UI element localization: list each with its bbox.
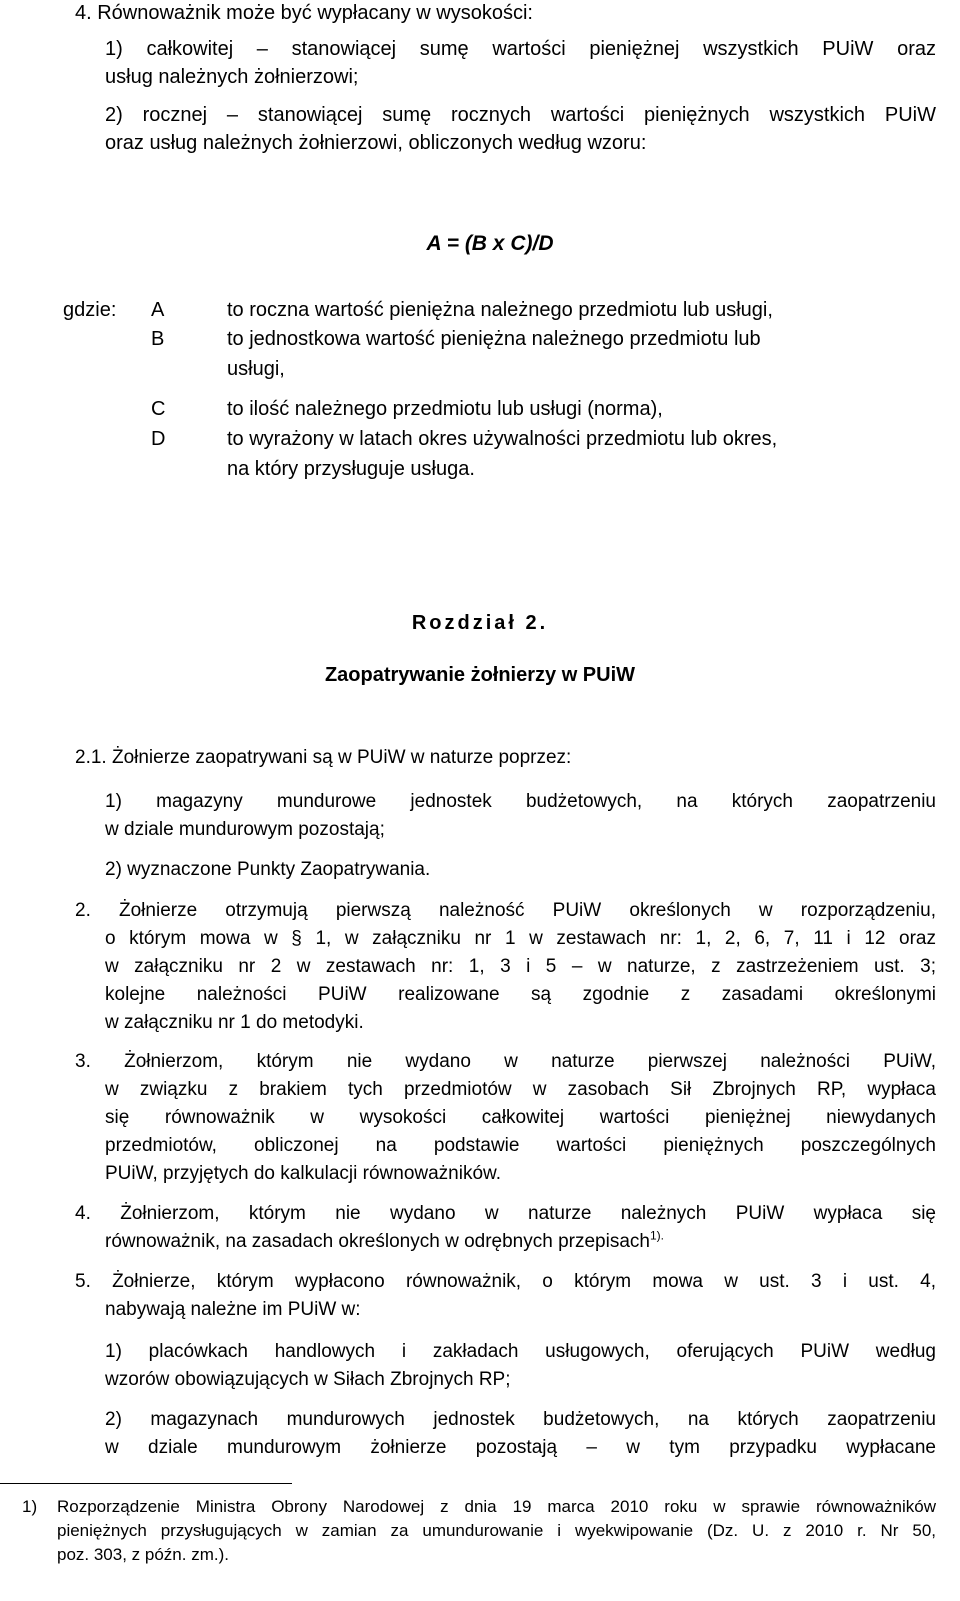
para-5-item2-line2: w dziale mundurowym żołnierze pozostają – w tym przypadku wypłacane [105, 1437, 936, 1458]
legend-symbol-a: A [151, 299, 165, 321]
legend-def-d-cont: na który przysługuje usługa. [227, 458, 475, 480]
para-2-line2: o którym mowa w § 1, w załączniku nr 1 w zestawach nr: 1, 2, 6, 7, 11 i 12 oraz [105, 928, 936, 949]
legend-def-b: to jednostkowa wartość pieniężna należnego przedmiotu lub [227, 328, 761, 350]
para-4-line2 [105, 1228, 960, 1256]
para-3-line3: się równoważnik w wysokości całkowitej wartości pieniężnej niewydanych [105, 1107, 936, 1128]
para-2-1-item2: 2) wyznaczone Punkty Zaopatrywania. [105, 859, 431, 880]
item4-heading: 4. Równoważnik może być wypłacany w wysokości: [75, 2, 533, 24]
footnote-line1: Rozporządzenie Ministra Obrony Narodowej z dnia 19 marca 2010 roku w sprawie równoważników [57, 1497, 936, 1516]
para-3-line1: 3. Żołnierzom, którym nie wydano w naturze pierwszej należności PUiW, [75, 1051, 936, 1072]
para-2-1-item1-line2: w dziale mundurowym pozostają; [105, 819, 385, 840]
para-5-line1: 5. Żołnierze, którym wypłacono równoważnik, o którym mowa w ust. 3 i ust. 4, [75, 1271, 936, 1292]
para-2-line1: 2. Żołnierze otrzymują pierwszą należność PUiW określonych w rozporządzeniu, [75, 900, 936, 921]
footnote-line2: pieniężnych przysługujących w zamian za umundurowanie i wyekwipowanie (Dz. U. z 2010 r. Nr 50, [57, 1521, 936, 1540]
item2-line1: 2) rocznej – stanowiącej sumę rocznych wartości pieniężnych wszystkich PUiW [105, 104, 936, 126]
para-5-item1-line2: wzorów obowiązujących w Siłach Zbrojnych RP; [105, 1369, 511, 1390]
para-2-line5: w załączniku nr 1 do metodyki. [105, 1012, 364, 1033]
para-4-text: równoważnik, na zasadach określonych w odrębnych przepisach [105, 1231, 650, 1252]
para-5-item1-line1: 1) placówkach handlowych i zakładach usługowych, oferujących PUiW według [105, 1341, 936, 1362]
legend-prefix: gdzie: [63, 299, 117, 321]
footnote-mark-text: 1) [22, 1497, 38, 1516]
para-3-line5: PUiW, przyjętych do kalkulacji równoważników. [105, 1163, 501, 1184]
legend-def-d: to wyrażony w latach okres używalności przedmiotu lub okres, [227, 428, 778, 450]
para-2-line3: w załączniku nr 2 w zestawach nr: 1, 3 i 5 – w naturze, z zastrzeżeniem ust. 3; [105, 956, 936, 977]
item1-line1: 1) całkowitej – stanowiącej sumę wartości pieniężnej wszystkich PUiW oraz [105, 38, 936, 60]
formula: A = (B x C)/D [426, 232, 554, 255]
para-2-1: 2.1. Żołnierze zaopatrywani są w PUiW w naturze poprzez: [75, 747, 572, 768]
legend-def-a: to roczna wartość pieniężna należnego przedmiotu lub usługi, [227, 299, 773, 321]
legend-def-b-cont: usługi, [227, 358, 285, 380]
para-5-item2-line1: 2) magazynach mundurowych jednostek budżetowych, na których zaopatrzeniu [105, 1409, 936, 1430]
chapter-number: Rozdział 2. [411, 612, 549, 634]
chapter-title: Zaopatrywanie żołnierzy w PUiW [324, 664, 636, 686]
footnote-reference[interactable]: 1). [649, 1228, 664, 1243]
legend-def-c: to ilość należnego przedmiotu lub usługi (norma), [227, 398, 663, 420]
para-3-line4: przedmiotów, obliczonej na podstawie wartości pieniężnych poszczególnych [105, 1135, 936, 1156]
footnote-separator [0, 1483, 292, 1484]
para-2-1-item1-line1: 1) magazyny mundurowe jednostek budżetowych, na których zaopatrzeniu [105, 791, 936, 812]
legend-symbol-d: D [151, 428, 166, 450]
para-2-line4: kolejne należności PUiW realizowane są zgodnie z zasadami określonymi [105, 984, 936, 1005]
item1-line2: usług należnych żołnierzowi; [105, 66, 359, 88]
legend-symbol-c: C [151, 398, 166, 420]
para-3-line2: w związku z brakiem tych przedmiotów w zasobach Sił Zbrojnych RP, wypłaca [105, 1079, 936, 1100]
footnote-line3: poz. 303, z późn. zm.). [57, 1545, 229, 1564]
legend-symbol-b: B [151, 328, 165, 350]
item2-line2: oraz usług należnych żołnierzowi, obliczonych według wzoru: [105, 132, 647, 154]
para-4-line1: 4. Żołnierzom, którym nie wydano w naturze należnych PUiW wypłaca się [75, 1203, 936, 1224]
para-5-line2: nabywają należne im PUiW w: [105, 1299, 361, 1320]
